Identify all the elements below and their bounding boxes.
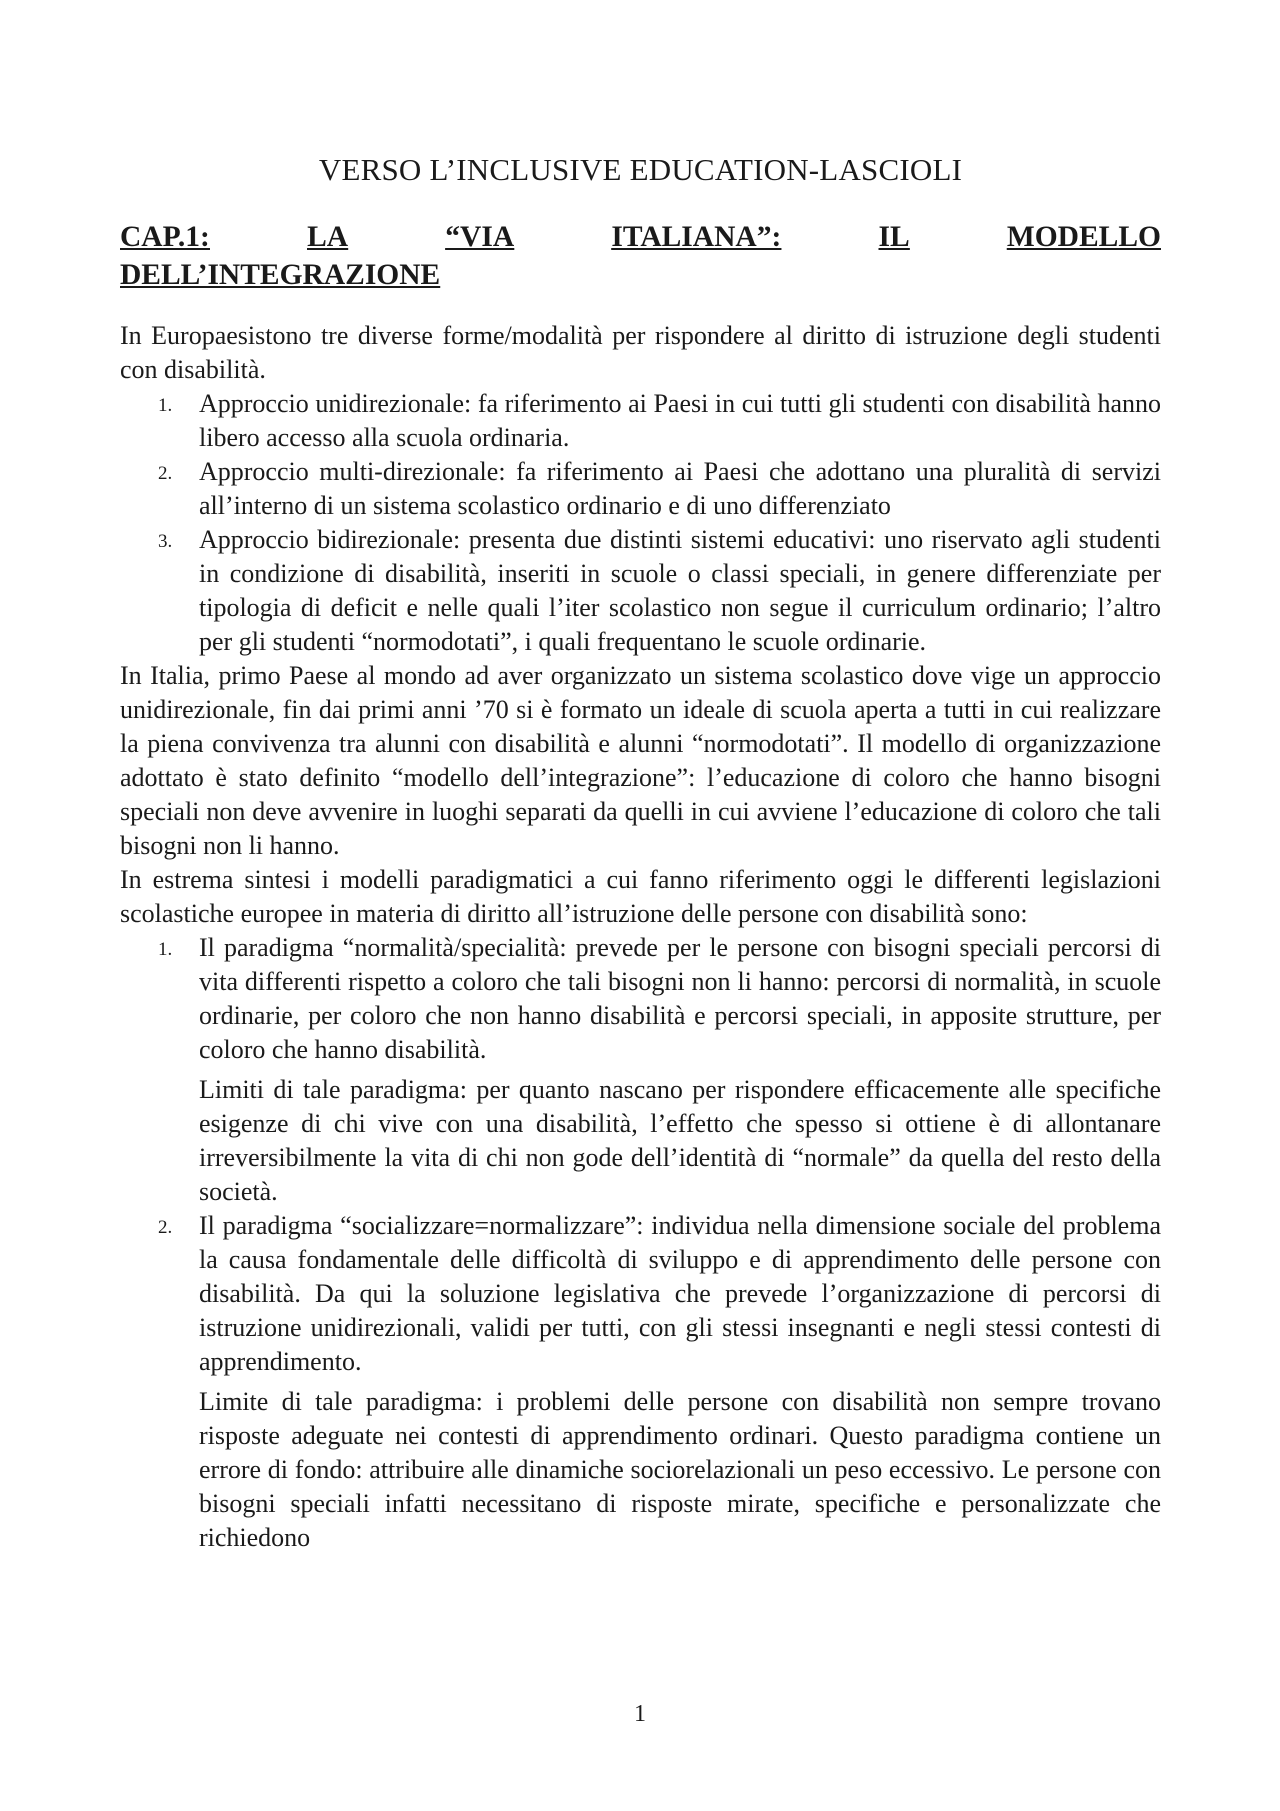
- chapter-heading-line2: DELL’INTEGRAZIONE: [120, 259, 441, 291]
- list-item-number: 3.: [158, 531, 173, 552]
- chapter-word: IL: [878, 221, 910, 253]
- italia-paragraph: In Italia, primo Paese al mondo ad aver organizzato un sistema scolastico dove vige un approccio unidirezionale, fin dai primi anni ’70 si è formato un ideale di scuola aperta a tutti in cui realizzare la piena convivenza tra alunni con disabilità e alunni “normodotati”. Il modello di organizzazione adottato è stato definito “modello dell’integrazione”: l’educazione di coloro che hanno bisogni speciali non deve avvenire in luoghi separati da quelli in cui avviene l’educazione di coloro che tali bisogni non li hanno.: [120, 661, 1161, 860]
- document-body: [120, 319, 1161, 1555]
- list-item-number: 2.: [158, 1217, 173, 1238]
- list-item-text: Il paradigma “socializzare=normalizzare”: individua nella dimensione sociale del problema la causa fondamentale delle difficoltà di sviluppo e di apprendimento delle persone con disabilità. Da qui la soluzione legislativa che prevede l’organizzazione di percorsi di istruzione unidirezionali, validi per tutti, con gli stessi insegnanti e negli stessi contesti di apprendimento.: [199, 1211, 1161, 1376]
- list-item: [120, 931, 1161, 1209]
- list-item: [120, 455, 1161, 523]
- list-item-number: 1.: [158, 939, 173, 960]
- intro-paragraph: In Europaesistono tre diverse forme/modalità per rispondere al diritto di istruzione degli studenti con disabilità.: [120, 321, 1161, 384]
- list-item-text: Approccio multi-direzionale: fa riferimento ai Paesi che adottano una pluralità di servizi all’interno di un sistema scolastico ordinario e di uno differenziato: [199, 457, 1161, 520]
- list-item: [120, 1209, 1161, 1555]
- list-item-text: Approccio bidirezionale: presenta due distinti sistemi educativi: uno riservato agli studenti in condizione di disabilità, inseriti in scuole o classi speciali, in genere differenziate per tipologia di deficit e nelle quali l’iter scolastico non segue il curriculum ordinario; l’altro per gli studenti “normodotati”, i quali frequentano le scuole ordinarie.: [199, 525, 1161, 656]
- paradigms-list: [120, 931, 1161, 1555]
- chapter-word: ITALIANA”:: [611, 221, 782, 253]
- list-item: [120, 523, 1161, 659]
- chapter-word: LA: [307, 221, 349, 253]
- chapter-word: “VIA: [445, 221, 515, 253]
- chapter-heading: [120, 218, 1161, 294]
- list-item: [120, 387, 1161, 455]
- list-item-number: 1.: [158, 395, 173, 416]
- page-number: 1: [634, 1701, 646, 1727]
- chapter-heading-line1: [120, 218, 1161, 256]
- chapter-word: MODELLO: [1006, 221, 1161, 253]
- paradigm-limit-text: Limiti di tale paradigma: per quanto nascano per rispondere efficacemente alle specifiche esigenze di chi vive con una disabilità, l’effetto che spesso si ottiene è di allontanare irreversibilmente la vita di chi non gode dell’identità di “normale” da quella del resto della società.: [199, 1075, 1161, 1206]
- document-title: VERSO L’INCLUSIVE EDUCATION-LASCIOLI: [318, 152, 963, 187]
- approaches-list: [120, 387, 1161, 659]
- list-item-text: Il paradigma “normalità/specialità: prevede per le persone con bisogni speciali percorsi di vita differenti rispetto a coloro che tali bisogni non li hanno: percorsi di normalità, in scuole ordinarie, per coloro che non hanno disabilità e percorsi speciali, in apposite strutture, per coloro che hanno disabilità.: [199, 933, 1161, 1064]
- paradigm-limit-text: Limite di tale paradigma: i problemi delle persone con disabilità non sempre trovano risposte adeguate nei contesti di apprendimento ordinari. Questo paradigma contiene un errore di fondo: attribuire alle dinamiche sociorelazionali un peso eccessivo. Le persone con bisogni speciali infatti necessitano di risposte mirate, specifiche e personalizzate che richiedono: [199, 1387, 1161, 1552]
- list-item-text: Approccio unidirezionale: fa riferimento ai Paesi in cui tutti gli studenti con disabilità hanno libero accesso alla scuola ordinaria.: [199, 389, 1161, 452]
- chapter-word: CAP.1:: [120, 221, 210, 253]
- list-item-number: 2.: [158, 463, 173, 484]
- sintesi-paragraph: In estrema sintesi i modelli paradigmatici a cui fanno riferimento oggi le differenti legislazioni scolastiche europee in materia di diritto all’istruzione delle persone con disabilità sono:: [120, 865, 1161, 928]
